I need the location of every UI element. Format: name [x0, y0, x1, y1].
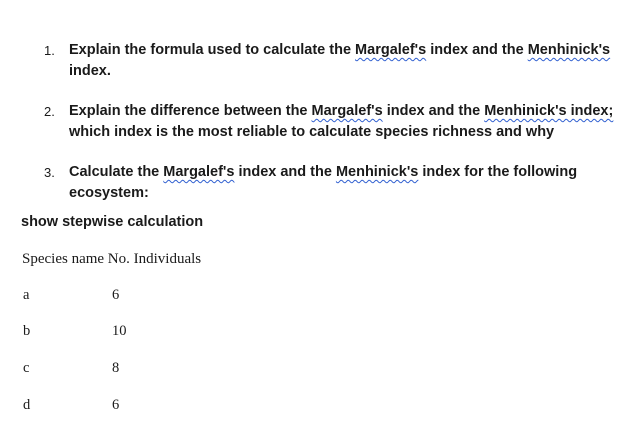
species-name: b: [23, 323, 31, 339]
table-row: [0, 395, 641, 415]
question-line-1: [69, 40, 610, 61]
question-line-2: which index is the most reliable to calculate species richness and why: [69, 124, 555, 140]
question-text: [69, 162, 577, 204]
question-line-2: ecosystem:: [69, 185, 149, 201]
spellcheck-word: Menhinick's: [527, 42, 611, 58]
question-text: [69, 40, 610, 82]
individual-count: 6: [112, 397, 120, 413]
spellcheck-word: Margalef's: [355, 42, 427, 58]
question-number: 1.: [44, 43, 55, 58]
species-name: d: [23, 397, 31, 413]
text-segment: index and the: [382, 103, 485, 119]
table-header: Species name No. Individuals: [22, 251, 202, 267]
individual-count: 6: [112, 287, 120, 303]
text-segment: index and the: [234, 164, 336, 180]
spellcheck-word: Menhinick's index;: [484, 103, 614, 119]
instruction-text: show stepwise calculation: [21, 214, 204, 230]
table-row: [0, 285, 641, 305]
question-line-1: [69, 162, 577, 183]
text-segment: index for the following: [418, 164, 578, 180]
question-number: 2.: [44, 104, 55, 119]
species-name: a: [23, 287, 30, 303]
text-segment: Calculate the: [69, 164, 164, 180]
question-text: [69, 101, 613, 143]
text-segment: Explain the formula used to calculate the: [69, 42, 356, 58]
spellcheck-word: Menhinick's: [335, 164, 419, 180]
spellcheck-word: Margalef's: [163, 164, 235, 180]
text-segment: index and the: [426, 42, 528, 58]
question-number: 3.: [44, 165, 55, 180]
table-row: [0, 321, 641, 341]
question-line-1: [69, 101, 613, 122]
question-line-2: index.: [69, 63, 111, 79]
text-segment: Explain the difference between the: [69, 103, 312, 119]
individual-count: 10: [112, 323, 127, 339]
table-row: [0, 358, 641, 378]
spellcheck-word: Margalef's: [311, 103, 383, 119]
species-name: c: [23, 360, 30, 376]
individual-count: 8: [112, 360, 120, 376]
